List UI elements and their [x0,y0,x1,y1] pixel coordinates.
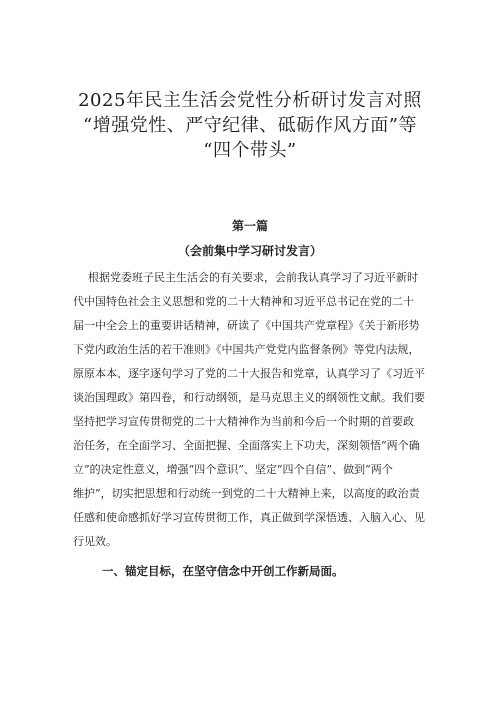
paragraph-line: 维护”，切实把思想和行动统一到党的二十大精神上来，以高度的政治责 [73,487,420,500]
paragraph-line: 治任务，在全面学习、全面把握、全面落实上下功夫，深刻领悟“两个确 [73,439,420,452]
title-line: 2025年民主生活会党性分析研讨发言对照 [78,90,422,111]
paragraph-line: 任感和使命感抓好学习宣传贯彻工作，真正做到学深悟透、入脑入心、见 [73,511,425,524]
paragraph-line: 行见效。 [73,535,117,548]
body-paragraph [73,266,444,554]
part-subtitle: （会前集中学习研讨发言） [177,244,322,258]
title-line: “增强党性、严守纪律、砥砺作风方面”等 [83,115,417,136]
paragraph-line: 坚持把学习宣传贯彻党的二十大精神作为当前和今后一个时期的首要政 [73,415,414,428]
paragraph-line: 代中国特色社会主义思想和党的二十大精神和习近平总书记在党的二十 [73,295,414,308]
paragraph-line: 原原本本、逐字逐句学习了党的二十大报告和党章，认真学习了《习近平 [73,367,425,380]
paragraph-line: 下党内政治生活的若干准则》《中国共产党党内监督条例》等党内法规， [73,343,420,356]
paragraph-line: 谈治国理政》第四卷，和行动纲领，是马克思主义的纲领性文献。我们要 [73,391,425,404]
paragraph-line: 届一中全会上的重要讲话精神，研读了《中国共产党章程》《关于新形势 [73,319,420,332]
document-title [40,88,460,163]
paragraph-line: 根据党委班子民主生活会的有关要求，会前我认真学习了习近平新时 [88,271,418,284]
title-line: “四个带头” [203,140,297,161]
paragraph-line: 立”的决定性意义，增强“四个意识”、坚定“四个自信”、做到“两个 [73,463,393,476]
part-title: 第一篇 [231,219,268,233]
section-heading: 一、锚定目标，在坚守信念中开创工作新局面。 [102,564,344,578]
